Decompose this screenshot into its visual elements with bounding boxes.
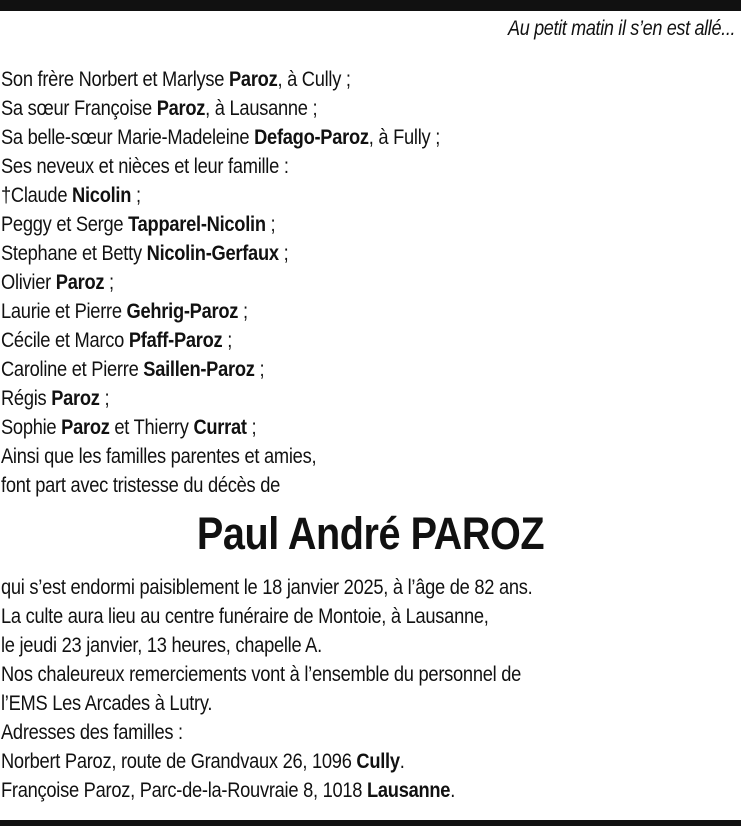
- family-line: [1, 384, 440, 413]
- family-line: [1, 181, 440, 210]
- family-line: [1, 210, 440, 239]
- text-run: Ses neveux et nièces et leur famille :: [1, 155, 289, 178]
- surname: Nicolin-Gerfaux: [146, 242, 279, 265]
- surname: Pfaff-Paroz: [128, 329, 223, 352]
- surname: Paroz: [55, 271, 105, 294]
- epigraph: Au petit matin il s’en est allé...: [507, 17, 735, 40]
- family-line: [1, 123, 440, 152]
- surname: Saillen-Paroz: [143, 358, 255, 381]
- top-rule: [0, 0, 741, 11]
- surname: Paroz: [51, 387, 100, 410]
- text-run: Norbert Paroz, route de Grandvaux 26, 1096: [1, 750, 357, 773]
- surname: Paroz: [229, 68, 278, 91]
- info-line: [1, 747, 532, 776]
- text-run: Adresses des familles :: [1, 721, 183, 744]
- text-run: ;: [238, 300, 248, 323]
- surname: Paroz: [61, 416, 110, 439]
- surname: Currat: [193, 416, 247, 439]
- text-run: Françoise Paroz, Parc-de-la-Rouvraie 8, 1018: [1, 779, 368, 802]
- family-line: [1, 239, 440, 268]
- text-run: ;: [246, 416, 257, 439]
- text-run: Régis: [1, 387, 52, 410]
- text-run: Olivier: [1, 271, 56, 294]
- text-run: ;: [131, 184, 141, 207]
- text-run: Stephane et Betty: [1, 242, 147, 265]
- family-line: [1, 413, 440, 442]
- text-run: et Thierry: [109, 416, 194, 439]
- family-line: [1, 471, 440, 500]
- surname: Gehrig-Paroz: [126, 300, 239, 323]
- family-line: [1, 268, 440, 297]
- family-line: [1, 355, 440, 384]
- surname: Cully: [356, 750, 400, 773]
- family-line: [1, 152, 440, 181]
- info-line: [1, 602, 532, 631]
- family-line: [1, 297, 440, 326]
- info-line: [1, 776, 532, 805]
- text-run: , à Cully ;: [277, 68, 351, 91]
- text-run: ;: [222, 329, 233, 352]
- text-run: Cécile et Marco: [1, 329, 129, 352]
- family-line: [1, 65, 440, 94]
- family-line: [1, 94, 440, 123]
- text-run: Sa sœur Françoise: [1, 97, 157, 120]
- ceremony-info: [1, 573, 612, 805]
- info-line: [1, 573, 532, 602]
- text-run: font part avec tristesse du décès de: [1, 474, 281, 497]
- text-run: Nos chaleureux remerciements vont à l’ensemble du personnel de: [1, 663, 522, 686]
- text-run: Caroline et Pierre: [1, 358, 144, 381]
- family-line: [1, 442, 440, 471]
- text-run: ;: [278, 242, 289, 265]
- text-run: , à Lausanne ;: [205, 97, 318, 120]
- text-run: Sa belle-sœur Marie-Madeleine: [1, 126, 255, 149]
- text-run: qui s’est endormi paisiblement le 18 janvier 2025, à l’âge de 82 ans.: [1, 576, 533, 599]
- text-run: l’EMS Les Arcades à Lutry.: [1, 692, 213, 715]
- text-run: La culte aura lieu au centre funéraire de Montoie, à Lausanne,: [1, 605, 489, 628]
- deceased-name: Paul André PAROZ: [196, 508, 545, 559]
- text-run: .: [450, 779, 456, 802]
- info-line: [1, 689, 532, 718]
- text-run: ;: [254, 358, 265, 381]
- text-run: Son frère Norbert et Marlyse: [1, 68, 230, 91]
- surname: Defago-Paroz: [254, 126, 369, 149]
- info-line: [1, 631, 532, 660]
- text-run: Sophie: [1, 416, 62, 439]
- text-run: , à Fully ;: [368, 126, 441, 149]
- text-run: Laurie et Pierre: [1, 300, 127, 323]
- text-run: ;: [265, 213, 276, 236]
- text-run: ;: [104, 271, 114, 294]
- text-run: ;: [99, 387, 110, 410]
- family-line: [1, 326, 440, 355]
- surname: Paroz: [156, 97, 206, 120]
- surname: Lausanne: [367, 779, 451, 802]
- info-line: [1, 660, 532, 689]
- family-list: [1, 65, 506, 500]
- text-run: le jeudi 23 janvier, 13 heures, chapelle A.: [1, 634, 322, 657]
- info-line: [1, 718, 532, 747]
- text-run: †Claude: [1, 184, 73, 207]
- text-run: .: [399, 750, 405, 773]
- text-run: Peggy et Serge: [1, 213, 129, 236]
- text-run: Ainsi que les familles parentes et amies,: [1, 445, 317, 468]
- surname: Nicolin: [72, 184, 132, 207]
- surname: Tapparel-Nicolin: [128, 213, 266, 236]
- bottom-rule: [0, 820, 741, 826]
